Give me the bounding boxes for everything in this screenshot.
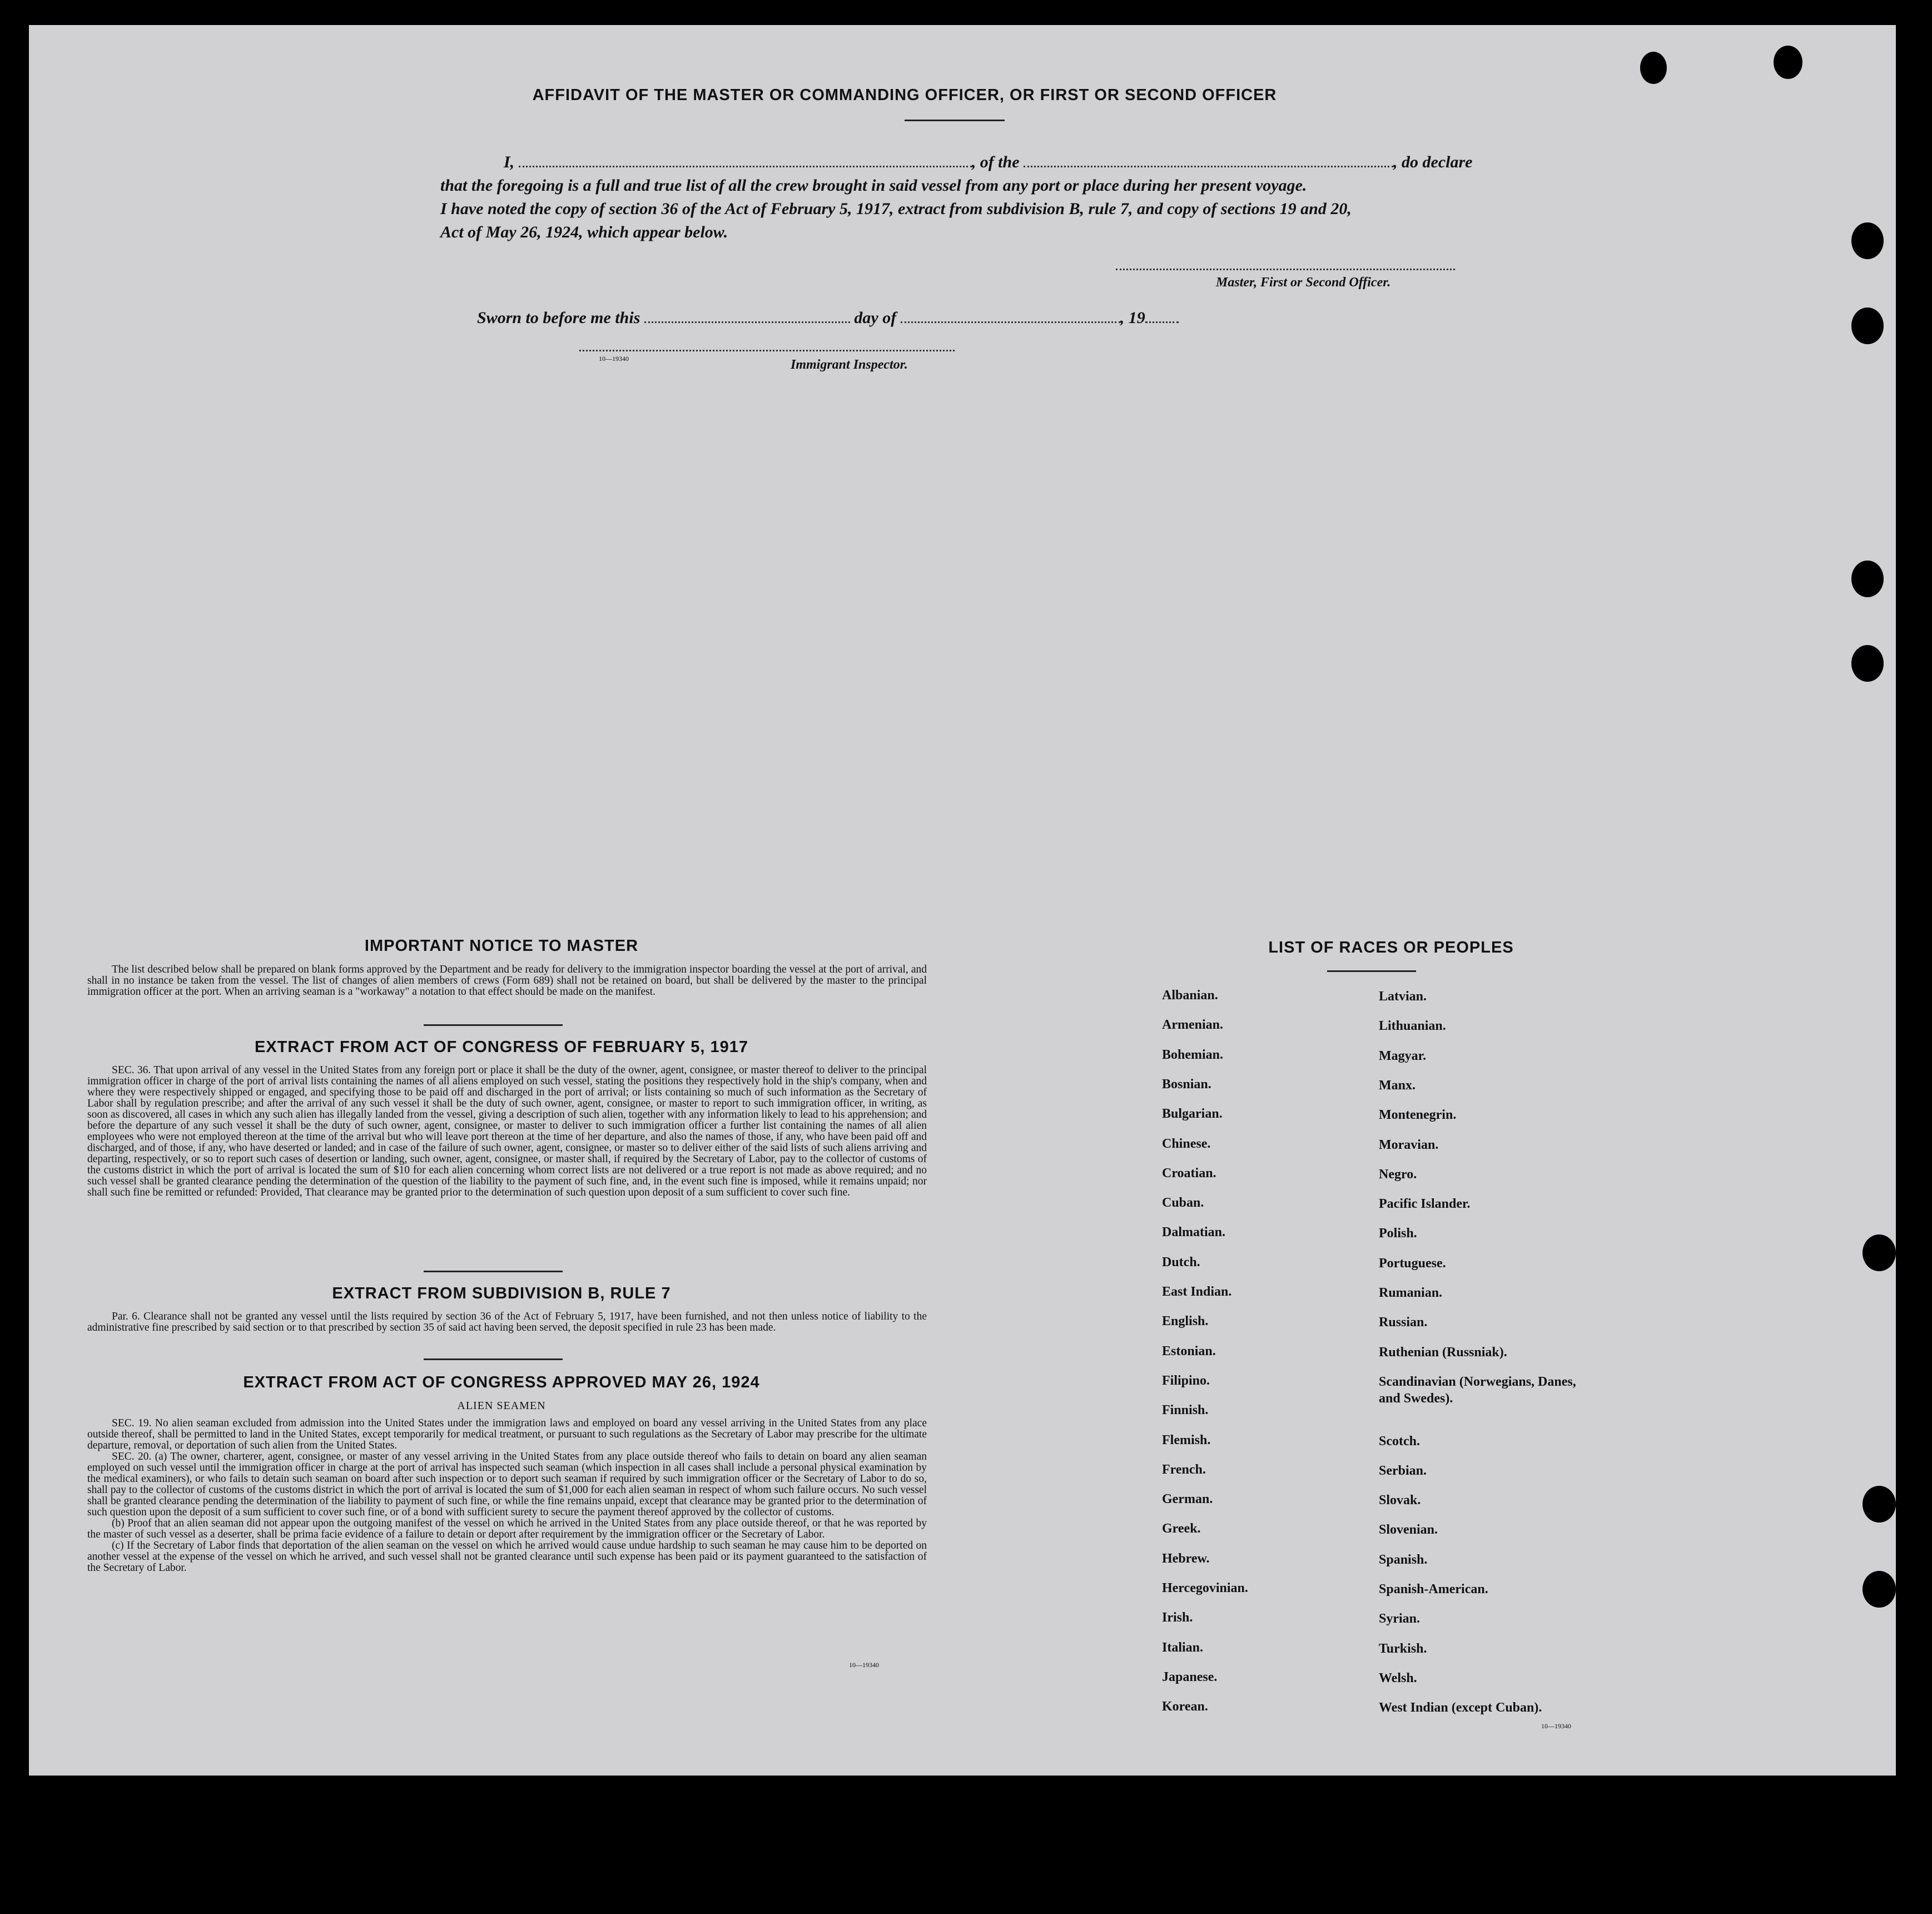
year-text: , 19	[1120, 309, 1145, 327]
race-left-item: Bosnian.	[1162, 1077, 1211, 1092]
punch-hole	[1851, 561, 1884, 597]
race-right-item: Russian.	[1379, 1315, 1428, 1330]
race-right-item: Rumanian.	[1379, 1286, 1443, 1300]
race-right-item: Polish.	[1379, 1226, 1417, 1241]
notice-text	[87, 964, 927, 998]
race-left-item: Flemish.	[1162, 1432, 1211, 1447]
form-number-right: 10—19340	[1541, 1722, 1571, 1730]
punch-hole	[1851, 645, 1884, 682]
sworn-year-field[interactable]	[1145, 321, 1179, 323]
race-left-item: Estonian.	[1162, 1343, 1216, 1358]
race-right-item: Montenegrin.	[1379, 1108, 1457, 1123]
sworn-day-field[interactable]	[644, 321, 850, 323]
race-left-item: Hebrew.	[1162, 1551, 1210, 1566]
punch-hole	[1640, 52, 1667, 84]
race-right-item: Serbian.	[1379, 1463, 1427, 1478]
race-left-item: Bohemian.	[1162, 1047, 1224, 1062]
declaration-line-1	[440, 151, 1508, 174]
vessel-field[interactable]	[1024, 166, 1393, 167]
name-field[interactable]	[519, 166, 972, 167]
punch-hole	[1863, 1234, 1896, 1271]
inspector-signature-line[interactable]	[579, 350, 955, 351]
race-left-item: Chinese.	[1162, 1136, 1211, 1151]
race-right-item: Slovenian.	[1379, 1523, 1438, 1538]
punch-hole	[1774, 46, 1802, 79]
rule-3	[424, 1358, 563, 1360]
race-left-item: French.	[1162, 1462, 1206, 1477]
race-left-item: Filipino.	[1162, 1373, 1210, 1388]
race-right-item: Pacific Islander.	[1379, 1197, 1471, 1212]
declaration-line-3: I have noted the copy of section 36 of the Act of February 5, 1917, extract from subdivision B, rule 7, and copy of sections 19 and 20,	[440, 200, 1352, 218]
decl-i: I,	[504, 153, 515, 171]
title-rule	[905, 120, 1005, 121]
sec20a-paragraph: SEC. 20. (a) The owner, charterer, agent, consignee, or master of any vessel arriving in the United States from any place outside thereof who fails to detain on board any alien seaman employed on such vessel until the immigration officer in charge at the port of arrival has inspected such seaman (which inspection in all cases shall include a personal physical examination by the medical examiners), or who fails to detain such seaman on board after such inspection or to deport such seaman if required by such immigration officer or the Secretary of Labor to do so, shall pay to the collector of customs of the customs district in which the port of arrival is located the sum of $1,000 for each alien seaman in respect of whom such failure occurs. No such vessel shall be granted clearance pending the determination of the liability to payment of such fine, or while the fine remains unpaid, except that clearance may be granted prior to the determination of such question upon the deposit of a sum sufficient to cover such fine, or of a bond with sufficient surety to secure the payment thereof approved by the collector of customs.	[87, 1451, 927, 1518]
race-right-item: Lithuanian.	[1379, 1019, 1446, 1034]
notice-paragraph: The list described below shall be prepared on blank forms approved by the Department and be ready for delivery to the immigration inspector boarding the vessel at the port of arrival, and shall in no instance be taken from the vessel. The list of changes of alien members of crews (Form 689) shall not be retained on board, but shall be delivered by the master to the principal immigration officer at the port. When an arriving seaman is a "workaway" a notation to that effect should be made on the manifest.	[87, 964, 927, 998]
sworn-month-field[interactable]	[901, 321, 1120, 323]
extract-1917-text	[87, 1065, 927, 1198]
race-right-item: Negro.	[1379, 1167, 1417, 1182]
race-right-item: Syrian.	[1379, 1611, 1421, 1627]
rule-1	[424, 1024, 563, 1026]
race-right-item: Turkish.	[1379, 1641, 1427, 1656]
race-left-item: Bulgarian.	[1162, 1107, 1223, 1122]
extract-rule7-title: EXTRACT FROM SUBDIVISION B, RULE 7	[332, 1285, 671, 1302]
race-left-item: Finnish.	[1162, 1403, 1209, 1418]
race-right-item: Magyar.	[1379, 1048, 1427, 1063]
race-left-item: Cuban.	[1162, 1196, 1204, 1211]
race-left-item: Albanian.	[1162, 988, 1218, 1003]
race-right-item: West Indian (except Cuban).	[1379, 1700, 1542, 1715]
notice-title: IMPORTANT NOTICE TO MASTER	[364, 937, 639, 955]
document-page	[29, 25, 1896, 1776]
race-left-item: Hercegovinian.	[1162, 1581, 1248, 1595]
race-left-item: East Indian.	[1162, 1285, 1232, 1299]
race-right-item: Latvian.	[1379, 989, 1427, 1004]
race-left-item: Korean.	[1162, 1699, 1208, 1714]
sec20c-paragraph: (c) If the Secretary of Labor finds that deportation of the alien seaman on the vessel on which he arrived would cause undue hardship to such seaman he may cause him to be deported on another vessel at the expense of the vessel on which he arrived, and such vessel shall not be granted clearance until such expense has been paid or its payment guaranteed to the satisfaction of the Secretary of Labor.	[87, 1540, 927, 1574]
extract-1917-title: EXTRACT FROM ACT OF CONGRESS OF FEBRUARY 5, 1917	[254, 1038, 749, 1056]
inspector-label: Immigrant Inspector.	[791, 358, 908, 372]
punch-hole	[1851, 222, 1884, 259]
race-right-item: Moravian.	[1379, 1137, 1439, 1152]
sworn-line	[477, 306, 1283, 330]
master-signature-line[interactable]	[1116, 269, 1455, 270]
form-number-left: 10—19340	[849, 1661, 879, 1669]
alien-seamen-subtitle: ALIEN SEAMEN	[457, 1400, 546, 1412]
race-left-item: German.	[1162, 1492, 1213, 1507]
race-right-item: Ruthenian (Russniak).	[1379, 1345, 1507, 1360]
sec36-paragraph: SEC. 36. That upon arrival of any vessel in the United States from any foreign port or place it shall be the duty of the owner, agent, consignee, or master thereof to deliver to the principal immigration officer in charge of the port of arrival lists containing the names of all aliens employed on such vessel, stating the positions they respectively hold in the ship's company, when and where they were respectively shipped or engaged, and specifying those to be paid off and discharged in the port of arrival; or lists containing so much of such information as the Secretary of Labor shall by regulation prescribe; and after the arrival of any such vessel it shall be the duty of such owner, agent, consignee, or master to report to such immigration officer, in writing, as soon as discovered, all cases in which any such alien has illegally landed from the vessel, giving a description of such alien, together with any information likely to lead to his apprehension; and before the departure of any such vessel it shall be the duty of such owner, agent, consignee, or master to deliver to such immigration officer a further list containing the names of all alien employees who were not employed thereon at the time of the arrival but who will leave port thereon at the time of her departure, and also the names of those, if any, who have been paid off and discharged, and of those, if any, who have deserted or landed; and in case of the failure of such owner, agent, consignee, or master so to deliver either of the said lists of such aliens arriving and departing, respectively, or so to report such cases of desertion or landing, such owner, agent, consignee, or master shall, if required by the Secretary of Labor, pay to the collector of customs of the customs district in which the port of arrival is located the sum of $10 for each alien concerning whom correct lists are not delivered or a true report is not made as above required; and no such vessel shall be granted clearance pending the determination of the question of the liability to the payment of such fine, and, in the event such fine is imposed, while it remains unpaid; nor shall such fine be remitted or refunded: Provided, That clearance may be granted prior to the determination of such question upon deposit of a sum sufficient to cover such fine.	[87, 1064, 927, 1198]
affidavit-title: AFFIDAVIT OF THE MASTER OR COMMANDING OFFICER, OR FIRST OR SECOND OFFICER	[532, 86, 1277, 104]
race-left-item: Italian.	[1162, 1640, 1204, 1655]
races-title: LIST OF RACES OR PEOPLES	[1268, 939, 1514, 956]
race-left-item: Croatian.	[1162, 1166, 1216, 1181]
race-left-item: Dalmatian.	[1162, 1225, 1225, 1240]
race-right-item: Manx.	[1379, 1078, 1416, 1093]
race-left-item: English.	[1162, 1314, 1209, 1329]
race-left-item: Greek.	[1162, 1521, 1201, 1536]
sec20b-paragraph: (b) Proof that an alien seaman did not appear upon the outgoing manifest of the vessel on which he arrived in the United States from any place outside thereof, or that he was reported by the master of such vessel as a deserter, shall be prima facie evidence of a failure to detain or deport after requirement by the immigration officer or the Secretary of Labor.	[87, 1518, 927, 1540]
race-right-item: Portuguese.	[1379, 1256, 1446, 1271]
punch-hole	[1851, 308, 1884, 344]
extract-rule7-text	[87, 1311, 927, 1333]
sworn-text: Sworn to before me this	[477, 309, 640, 327]
punch-hole	[1863, 1571, 1896, 1608]
declaration-line-2: that the foregoing is a full and true list of all the crew brought in said vessel from any port or place during her present voyage.	[440, 176, 1307, 195]
sec19-paragraph: SEC. 19. No alien seaman excluded from admission into the United States under the immigration laws and employed on board any vessel arriving in the United States from any place outside thereof, shall be permitted to land in the United States, except temporarily for medical treatment, or pursuant to such regulations as the Secretary of Labor may prescribe for the ultimate departure, removal, or deportation of such alien from the United States.	[87, 1417, 927, 1451]
rule-2	[424, 1271, 563, 1272]
extract-1924-text	[87, 1418, 927, 1574]
form-number-top: 10—19340	[599, 355, 629, 363]
race-right-item: Spanish-American.	[1379, 1582, 1488, 1596]
race-right-item: Scotch.	[1379, 1434, 1420, 1449]
day-of-text: day of	[854, 309, 897, 327]
race-right-item: Scandinavian (Norwegians, Danes, and Swedes).	[1379, 1374, 1576, 1406]
race-left-item: Dutch.	[1162, 1254, 1200, 1270]
race-right-item: Spanish.	[1379, 1552, 1428, 1567]
decl-declare: , do declare	[1393, 153, 1473, 171]
race-left-item: Japanese.	[1162, 1669, 1218, 1684]
punch-hole	[1863, 1486, 1896, 1523]
races-rule	[1327, 970, 1416, 972]
race-right-item: Welsh.	[1379, 1670, 1417, 1685]
race-left-item: Armenian.	[1162, 1018, 1223, 1033]
extract-1924-title: EXTRACT FROM ACT OF CONGRESS APPROVED MAY 26, 1924	[243, 1373, 760, 1391]
master-label: Master, First or Second Officer.	[1216, 275, 1391, 290]
race-right-item: Slovak.	[1379, 1493, 1421, 1508]
decl-of: , of the	[971, 153, 1020, 171]
par6-paragraph: Par. 6. Clearance shall not be granted any vessel until the lists required by section 36 of the Act of February 5, 1917, have been furnished, and not then unless notice of liability to the administrative fine prescribed by said section or to that prescribed by section 35 of said act having been served, the deposit specified in rule 23 has been made.	[87, 1311, 927, 1333]
race-left-item: Irish.	[1162, 1610, 1193, 1625]
declaration-line-4: Act of May 26, 1924, which appear below.	[440, 223, 728, 241]
